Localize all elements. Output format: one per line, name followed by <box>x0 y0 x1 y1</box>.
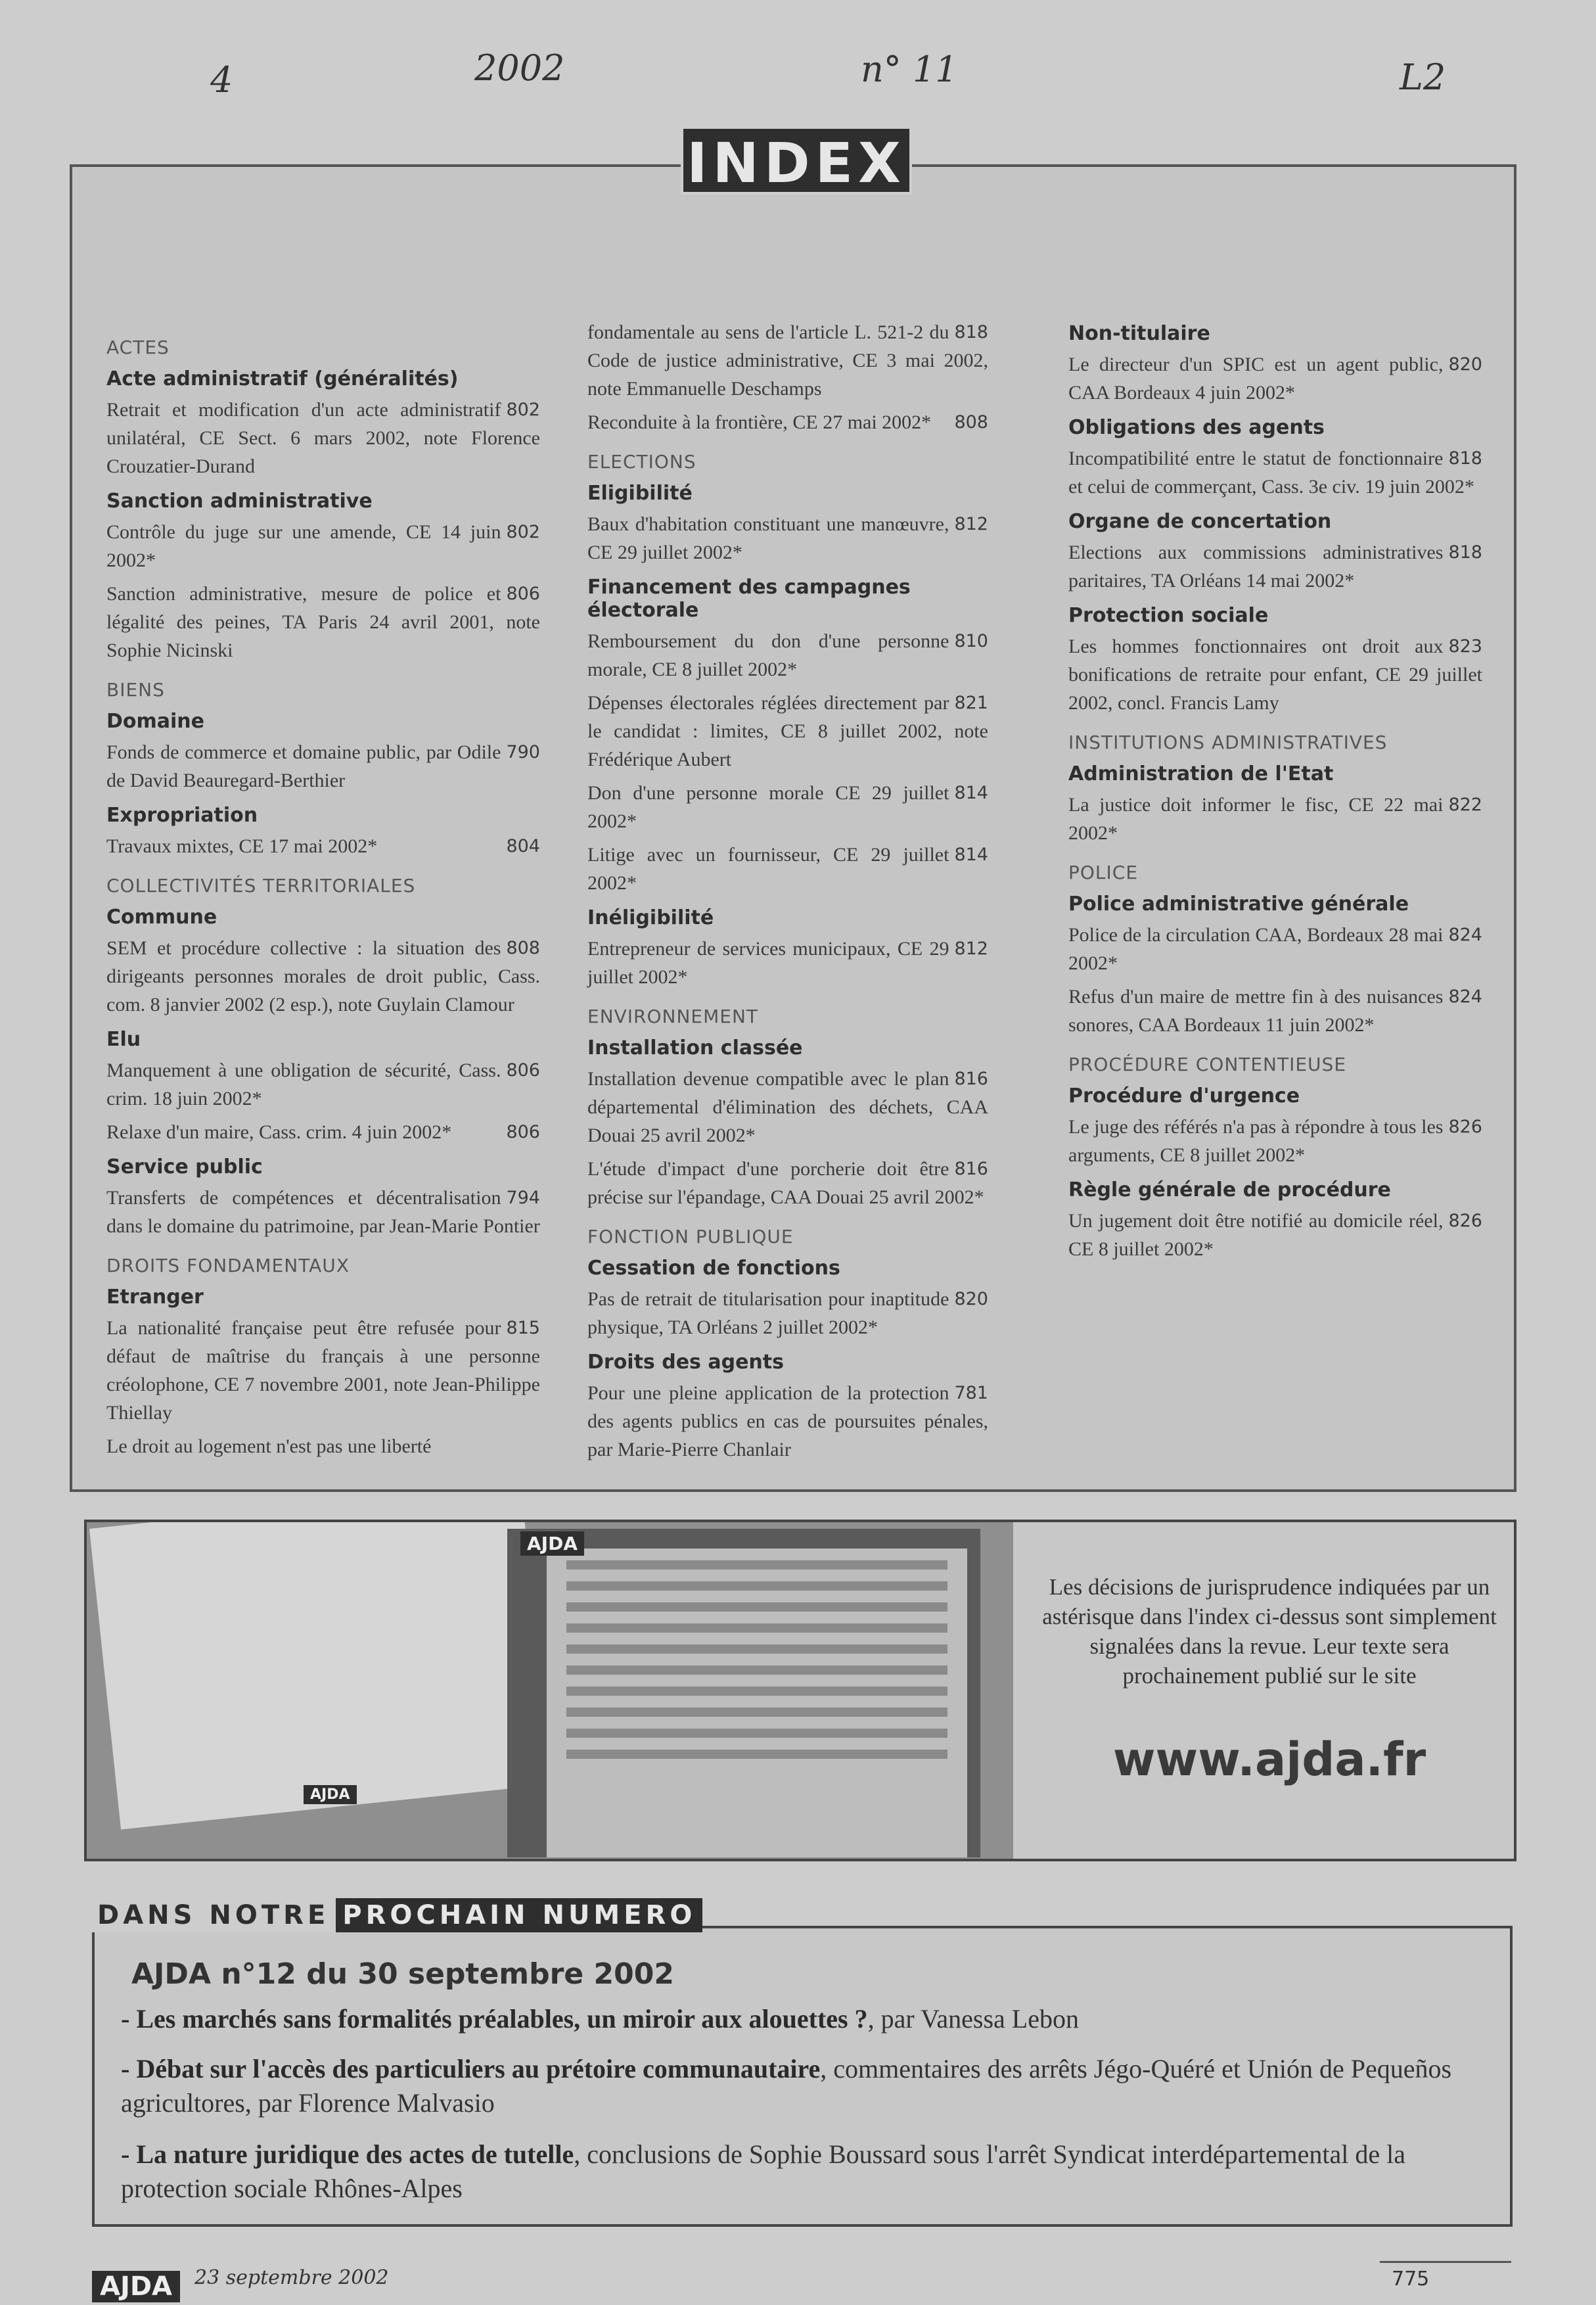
index-column-2 <box>587 313 988 1464</box>
index-entry <box>1068 1113 1482 1169</box>
index-entry-text: Les hommes fonctionnaires ont droit aux bonifications de retraite pour enfant, CE 29 juillet 2002, concl. Francis Lamy <box>1068 636 1482 714</box>
index-entry-text: Installation devenue compatible avec le plan départemental d'élimination des déchets, CAA Douai 25 avril 2002* <box>587 1068 988 1146</box>
next-issue-box <box>92 1926 1513 2227</box>
article-detail: , par Vanessa Lebon <box>867 2004 1079 2034</box>
index-subheading: Cessation de fonctions <box>587 1257 840 1280</box>
index-title: INDEX <box>681 126 912 195</box>
index-subheading: Obligations des agents <box>1068 416 1325 439</box>
index-entry-page: 826 <box>1448 1117 1482 1137</box>
index-section-heading: ENVIRONNEMENT <box>587 1006 759 1027</box>
article-detail: , conclusions de Sophie Boussard sous l'arrêt Syndicat interdépartemental de la protection sociale Rhônes-Alpes <box>121 2139 1405 2203</box>
index-subheading: Organe de concertation <box>1068 510 1332 533</box>
index-subheading: Etranger <box>106 1286 204 1309</box>
index-entry <box>106 1118 540 1146</box>
index-entry-page: 812 <box>954 514 988 534</box>
index-entry-text: Sanction administrative, mesure de police et légalité des peines, TA Paris 24 avril 2001, note Sophie Nicinski <box>106 583 540 661</box>
article-item <box>121 2137 1474 2206</box>
index-subheading: Procédure d'urgence <box>1068 1084 1300 1107</box>
index-entry-text: Elections aux commissions administratives paritaires, TA Orléans 14 mai 2002* <box>1068 542 1444 592</box>
index-subheading: Domaine <box>106 710 205 733</box>
index-entry-text: fondamentale au sens de l'article L. 521-2 du Code de justice administrative, CE 3 mai 2002, note Emmanuelle Deschamps <box>587 321 988 400</box>
index-subheading: Financement des campagnes électorale <box>587 576 911 622</box>
index-box <box>70 164 1516 1492</box>
index-entry-text: Pas de retrait de titularisation pour inaptitude physique, TA Orléans 2 juillet 2002* <box>587 1288 949 1338</box>
index-section-heading: INSTITUTIONS ADMINISTRATIVES <box>1068 732 1388 753</box>
handwritten-note-1: 4 <box>210 59 233 101</box>
index-entry-page: 821 <box>954 693 988 713</box>
index-subheading: Administration de l'Etat <box>1068 762 1334 785</box>
index-column-3 <box>1068 313 1482 1263</box>
index-entry-page: 820 <box>1448 354 1482 375</box>
index-entry <box>587 1065 988 1150</box>
index-entry-text: Entrepreneur de services municipaux, CE 29 juillet 2002* <box>587 938 949 988</box>
index-entry-text: Le directeur d'un SPIC est un agent public, CAA Bordeaux 4 juin 2002* <box>1068 354 1444 404</box>
index-entry <box>1068 921 1482 977</box>
index-entry-page: 826 <box>1448 1211 1482 1231</box>
index-entry-page: 810 <box>954 631 988 651</box>
index-entry-page: 804 <box>506 836 540 856</box>
index-subheading: Installation classée <box>587 1036 803 1059</box>
article-detail: , commentaires des arrêts Jégo-Quéré et Unión de Pequeños agricultores, par Florence Malvasio <box>121 2054 1452 2118</box>
promo-text: Les décisions de jurisprudence indiquées par un astérisque dans l'index ci-dessus sont simplement signalées dans la revue. Leur texte sera prochainement publié sur le site <box>1042 1574 1497 1688</box>
index-entry-page: 822 <box>1448 795 1482 815</box>
index-entry <box>106 738 540 795</box>
index-entry-page: 808 <box>506 938 540 958</box>
index-entry-page: 802 <box>506 522 540 542</box>
next-heading-part-1: DANS NOTRE <box>91 1898 336 1932</box>
ajda-mini-logo-2: AJDA <box>304 1785 357 1804</box>
index-entry-page: 818 <box>954 322 988 342</box>
index-entry <box>106 518 540 574</box>
index-entry-text: L'étude d'impact d'une porcherie doit être précise sur l'épandage, CAA Douai 25 avril 2002* <box>587 1158 984 1208</box>
index-entry <box>1068 632 1482 717</box>
index-entry <box>1068 983 1482 1039</box>
footer-date: 23 septembre 2002 <box>194 2266 389 2289</box>
index-entry-text: Le droit au logement n'est pas une liberté <box>106 1435 432 1457</box>
index-entry-text: La justice doit informer le fisc, CE 22 mai 2002* <box>1068 794 1444 844</box>
index-section-heading: BIENS <box>106 679 165 701</box>
index-entry <box>587 1285 988 1341</box>
index-section-heading: ACTES <box>106 337 170 358</box>
index-entry <box>587 935 988 991</box>
index-entry <box>587 510 988 567</box>
index-entry-page: 814 <box>954 845 988 865</box>
index-entry-text: Manquement à une obligation de sécurité, Cass. crim. 18 juin 2002* <box>106 1059 501 1109</box>
index-entry-text: Fonds de commerce et domaine public, par Odile de David Beauregard-Berthier <box>106 741 501 791</box>
index-entry-page: 815 <box>506 1318 540 1338</box>
handwritten-note-4: L2 <box>1400 57 1446 98</box>
index-entry-text: Incompatibilité entre le statut de fonctionnaire et celui de commerçant, Cass. 3e civ. 19 juin 2002* <box>1068 448 1474 498</box>
index-entry-page: 806 <box>506 1060 540 1081</box>
index-entry-text: La nationalité française peut être refusée pour défaut de maîtrise du français à une personne créolophone, CE 7 novembre 2001, note Jean-Philippe Thiellay <box>106 1317 540 1424</box>
handwritten-note-2: 2002 <box>474 47 565 89</box>
index-subheading: Droits des agents <box>587 1351 784 1374</box>
index-entry <box>587 689 988 774</box>
index-entry <box>587 627 988 684</box>
index-section-heading: POLICE <box>1068 862 1139 883</box>
article-title: - Débat sur l'accès des particuliers au prétoire communautaire <box>121 2054 821 2084</box>
index-entry <box>587 779 988 835</box>
next-heading-part-2: PROCHAIN NUMERO <box>336 1898 702 1932</box>
index-entry <box>1068 538 1482 595</box>
article-item <box>121 2052 1474 2120</box>
footer-logo: AJDA <box>92 2271 180 2302</box>
index-subheading: Service public <box>106 1155 263 1178</box>
index-subheading: Règle générale de procédure <box>1068 1178 1391 1201</box>
index-entry-text: Police de la circulation CAA, Bordeaux 28 mai 2002* <box>1068 924 1444 974</box>
index-column-1 <box>106 322 540 1460</box>
index-entry-text: Refus d'un maire de mettre fin à des nuisances sonores, CAA Bordeaux 11 juin 2002* <box>1068 986 1444 1036</box>
promo-box <box>84 1520 1516 1861</box>
index-entry <box>106 580 540 664</box>
index-entry-page: 816 <box>954 1159 988 1179</box>
website-screenshot-image <box>87 1522 1013 1859</box>
index-entry-text: SEM et procédure collective : la situation des dirigeants personnes morales de droit public, Cass. com. 8 janvier 2002 (2 esp.), note Guylain Clamour <box>106 937 540 1015</box>
index-entry-page: 781 <box>954 1383 988 1403</box>
index-entry-page: 806 <box>506 1122 540 1142</box>
index-entry-text: Transferts de compétences et décentralisation dans le domaine du patrimoine, par Jean-Marie Pontier <box>106 1187 540 1237</box>
index-section-heading: DROITS FONDAMENTAUX <box>106 1255 350 1276</box>
index-entry <box>587 1379 988 1464</box>
ajda-mini-logo: AJDA <box>520 1531 584 1556</box>
index-entry-text: Travaux mixtes, CE 17 mai 2002* <box>106 835 378 857</box>
index-entry <box>106 832 540 860</box>
index-entry <box>1068 791 1482 847</box>
index-section-heading: PROCÉDURE CONTENTIEUSE <box>1068 1054 1347 1075</box>
index-entry <box>1068 1207 1482 1263</box>
page-number: 775 <box>1392 2268 1430 2291</box>
index-entry-page: 790 <box>506 742 540 762</box>
index-subheading: Police administrative générale <box>1068 893 1409 916</box>
index-entry <box>1068 350 1482 407</box>
index-entry-text: Relaxe d'un maire, Cass. crim. 4 juin 2002* <box>106 1121 452 1143</box>
index-entry-page: 814 <box>954 783 988 803</box>
index-entry <box>587 408 988 436</box>
index-entry <box>106 396 540 480</box>
index-entry <box>587 841 988 897</box>
index-entry <box>106 934 540 1019</box>
index-entry-page: 824 <box>1448 925 1482 945</box>
index-entry-text: Contrôle du juge sur une amende, CE 14 juin 2002* <box>106 521 501 571</box>
index-subheading: Commune <box>106 906 217 929</box>
index-subheading: Inéligibilité <box>587 906 714 929</box>
index-entry-page: 816 <box>954 1069 988 1089</box>
index-entry-text: Don d'une personne morale CE 29 juillet 2002* <box>587 782 949 832</box>
index-entry-text: Reconduite à la frontière, CE 27 mai 2002* <box>587 411 932 433</box>
issue-title: AJDA n°12 du 30 septembre 2002 <box>131 1957 674 1991</box>
index-entry <box>106 1184 540 1240</box>
index-entry-text: Remboursement du don d'une personne morale, CE 8 juillet 2002* <box>587 630 949 680</box>
index-subheading: Elu <box>106 1028 141 1051</box>
index-entry-page: 806 <box>506 584 540 604</box>
index-section-heading: ELECTIONS <box>587 451 696 473</box>
index-subheading: Non-titulaire <box>1068 322 1210 345</box>
article-item <box>121 2002 1474 2036</box>
handwritten-note-3: n° 11 <box>861 49 958 90</box>
index-subheading: Eligibilité <box>587 482 693 505</box>
index-entry-text: Dépenses électorales réglées directement par le candidat : limites, CE 8 juillet 2002, note Frédérique Aubert <box>587 692 988 770</box>
index-entry-text: Le juge des référés n'a pas à répondre à tous les arguments, CE 8 juillet 2002* <box>1068 1116 1444 1166</box>
index-subheading: Expropriation <box>106 804 258 827</box>
article-title: - La nature juridique des actes de tutelle <box>121 2139 574 2169</box>
website-link[interactable]: www.ajda.fr <box>1112 1733 1426 1786</box>
index-entry-text: Un jugement doit être notifié au domicile réel, CE 8 juillet 2002* <box>1068 1210 1444 1260</box>
index-entry-text: Retrait et modification d'un acte administratif unilatéral, CE Sect. 6 mars 2002, note Florence Crouzatier-Durand <box>106 399 540 477</box>
index-section-heading: COLLECTIVITÉS TERRITORIALES <box>106 875 416 896</box>
index-subheading: Sanction administrative <box>106 490 373 513</box>
index-entry <box>587 1155 988 1211</box>
index-entry-page: 818 <box>1448 448 1482 469</box>
next-issue-heading <box>91 1898 702 1932</box>
index-entry-page: 794 <box>506 1188 540 1208</box>
index-entry-text: Litige avec un fournisseur, CE 29 juillet 2002* <box>587 844 949 894</box>
index-entry <box>106 1432 540 1460</box>
index-entry-page: 812 <box>954 939 988 959</box>
article-title: - Les marchés sans formalités préalables, un miroir aux alouettes ? <box>121 2004 868 2034</box>
index-entry <box>106 1056 540 1113</box>
index-entry <box>587 318 988 403</box>
index-entry-page: 824 <box>1448 987 1482 1007</box>
index-subheading: Protection sociale <box>1068 604 1269 627</box>
index-entry-text: Pour une pleine application de la protection des agents publics en cas de poursuites pénales, par Marie-Pierre Chanlair <box>587 1382 988 1460</box>
index-subheading: Acte administratif (généralités) <box>106 367 459 390</box>
index-entry-text: Baux d'habitation constituant une manœuvre, CE 29 juillet 2002* <box>587 513 949 563</box>
footer-divider <box>1380 2261 1511 2263</box>
index-section-heading: FONCTION PUBLIQUE <box>587 1226 794 1247</box>
index-entry <box>106 1314 540 1427</box>
index-entry-page: 818 <box>1448 542 1482 563</box>
index-entry-page: 823 <box>1448 636 1482 657</box>
index-entry-page: 820 <box>954 1289 988 1309</box>
index-entry-page: 802 <box>506 400 540 420</box>
index-entry-page: 808 <box>954 412 988 432</box>
index-entry <box>1068 444 1482 501</box>
